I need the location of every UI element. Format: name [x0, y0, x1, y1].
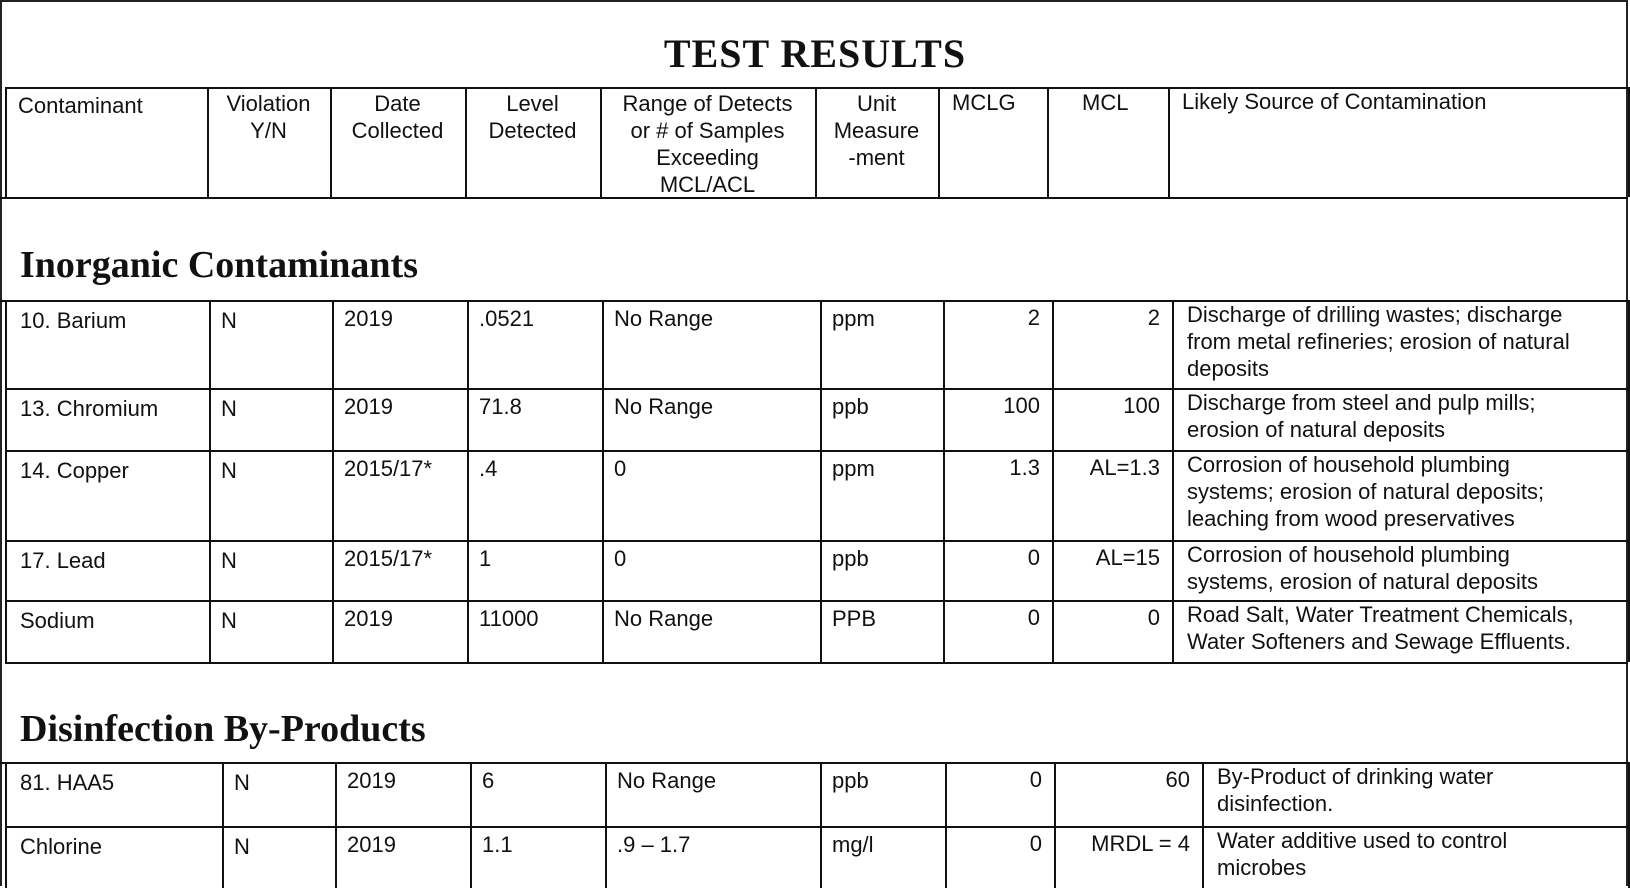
- inorganic-row-source-line: systems, erosion of natural deposits: [1187, 569, 1538, 594]
- inorganic-row-unit: ppb: [832, 394, 869, 419]
- inorganic-row-contaminant: Sodium: [20, 608, 95, 633]
- inorganic-row-source: [1187, 451, 1544, 532]
- header-range-of-detects: [600, 90, 815, 198]
- header-level-detected-line: Detected: [488, 118, 577, 143]
- header-range-of-detects-line: Exceeding: [656, 145, 759, 170]
- inorganic-row-contaminant: 17. Lead: [20, 548, 106, 573]
- disinfection-row-source-line: Water additive used to control: [1217, 828, 1508, 853]
- inorganic-row-level: 1: [479, 546, 492, 571]
- header-range-of-detects-line: Range of Detects: [622, 91, 793, 116]
- disinfection-row-range: .9 – 1.7: [617, 832, 691, 857]
- inorganic-row-source: [1187, 541, 1538, 595]
- inorganic-row-range: 0: [614, 456, 627, 481]
- inorganic-row-level: .0521: [479, 306, 535, 331]
- disinfection-row-mcl: 60: [1165, 767, 1190, 792]
- disinfection-row-source-line: microbes: [1217, 855, 1307, 880]
- inorganic-row-range: 0: [614, 546, 627, 571]
- column-divider: [222, 762, 224, 888]
- inorganic-row-date: 2019: [344, 606, 393, 631]
- header-mcl: MCL: [1082, 90, 1129, 115]
- column-divider: [820, 762, 822, 888]
- inorganic-row-violation: N: [221, 458, 237, 483]
- disinfection-row-level: 1.1: [482, 832, 513, 857]
- inorganic-row-range: No Range: [614, 306, 714, 331]
- inorganic-row-range: No Range: [614, 606, 714, 631]
- disinfection-row-mcl: MRDL = 4: [1091, 831, 1190, 856]
- header-date-collected-line: Collected: [351, 118, 444, 143]
- header-unit-measurement-line: Measure: [833, 118, 920, 143]
- disinfection-row-violation: N: [234, 770, 250, 795]
- disinfection-row-range: No Range: [617, 768, 717, 793]
- inorganic-row-source-line: from metal refineries; erosion of natural: [1187, 329, 1570, 354]
- inorganic-row-source-line: leaching from wood preservatives: [1187, 506, 1515, 531]
- inorganic-row-mclg: 0: [1027, 545, 1040, 570]
- inorganic-row-source: [1187, 601, 1574, 655]
- column-divider: [1202, 762, 1204, 888]
- column-divider: [1172, 300, 1174, 662]
- inorganic-row-mcl: AL=15: [1095, 545, 1160, 570]
- inorganic-row-unit: ppm: [832, 456, 875, 481]
- section-title-disinfection: Disinfection By-Products: [20, 708, 426, 750]
- column-divider: [332, 300, 334, 662]
- inorganic-row-violation: N: [221, 548, 237, 573]
- inorganic-row-mclg: 0: [1027, 605, 1040, 630]
- header-unit-measurement-line: Unit: [856, 91, 897, 116]
- disinfection-row-mclg: 0: [1029, 831, 1042, 856]
- column-divider: [938, 87, 940, 197]
- row-divider: [5, 662, 1628, 664]
- inorganic-row-contaminant: 10. Barium: [20, 308, 127, 333]
- header-contaminant: Contaminant: [18, 93, 143, 118]
- header-date-collected: [330, 90, 465, 144]
- inorganic-row-source-line: Corrosion of household plumbing: [1187, 452, 1510, 477]
- disinfection-row-source-line: disinfection.: [1217, 791, 1334, 816]
- inorganic-row-date: 2019: [344, 394, 393, 419]
- column-divider: [1168, 87, 1170, 197]
- column-divider: [1052, 300, 1054, 662]
- column-divider: [1047, 87, 1049, 197]
- disinfection-row-violation: N: [234, 834, 250, 859]
- header-range-of-detects-line: MCL/ACL: [659, 172, 756, 197]
- inorganic-row-mclg: 2: [1027, 305, 1040, 330]
- disinfection-row-mclg: 0: [1029, 767, 1042, 792]
- column-divider: [467, 300, 469, 662]
- header-violation-line: Violation: [226, 91, 311, 116]
- inorganic-row-violation: N: [221, 608, 237, 633]
- column-divider: [470, 762, 472, 888]
- inorganic-row-mclg: 1.3: [1009, 455, 1040, 480]
- disinfection-row-source: [1217, 763, 1493, 817]
- disinfection-row-contaminant: 81. HAA5: [20, 770, 115, 795]
- header-violation: [207, 90, 330, 144]
- inorganic-row-unit: PPB: [832, 606, 877, 631]
- inorganic-row-source-line: Road Salt, Water Treatment Chemicals,: [1187, 602, 1574, 627]
- inorganic-row-source-line: Discharge from steel and pulp mills;: [1187, 390, 1536, 415]
- inorganic-row-range: No Range: [614, 394, 714, 419]
- inorganic-row-level: .4: [479, 456, 498, 481]
- inorganic-row-contaminant: 14. Copper: [20, 458, 129, 483]
- inorganic-row-source-line: Discharge of drilling wastes; discharge: [1187, 302, 1563, 327]
- header-range-of-detects-line: or # of Samples: [630, 118, 785, 143]
- section-title-inorganic: Inorganic Contaminants: [20, 244, 418, 286]
- disinfection-row-source-line: By-Product of drinking water: [1217, 764, 1494, 789]
- header-level-detected-line: Level: [506, 91, 559, 116]
- inorganic-row-level: 71.8: [479, 394, 522, 419]
- column-divider: [209, 300, 211, 662]
- column-divider: [945, 762, 947, 888]
- column-divider: [1054, 762, 1056, 888]
- inorganic-row-source-line: Corrosion of household plumbing: [1187, 542, 1510, 567]
- inorganic-row-date: 2019: [344, 306, 393, 331]
- inorganic-row-mclg: 100: [1003, 393, 1040, 418]
- page-title: TEST RESULTS: [663, 31, 967, 76]
- disinfection-row-level: 6: [482, 768, 495, 793]
- header-unit-measurement: [815, 90, 938, 171]
- inorganic-row-level: 11000: [479, 606, 539, 631]
- inorganic-row-unit: ppm: [832, 306, 875, 331]
- inorganic-row-unit: ppb: [832, 546, 869, 571]
- inorganic-row-violation: N: [221, 308, 237, 333]
- inorganic-row-mcl: 0: [1147, 605, 1160, 630]
- header-mclg: MCLG: [952, 90, 1016, 115]
- header-level-detected: [465, 90, 600, 144]
- column-divider: [605, 762, 607, 888]
- column-divider: [5, 87, 7, 197]
- disinfection-row-date: 2019: [347, 832, 396, 857]
- column-divider: [820, 300, 822, 662]
- inorganic-row-source: [1187, 389, 1535, 443]
- header-likely-source: Likely Source of Contamination: [1182, 89, 1487, 114]
- header-unit-measurement-line: -ment: [848, 145, 905, 170]
- column-divider: [335, 762, 337, 888]
- column-divider: [602, 300, 604, 662]
- disinfection-row-source: [1217, 827, 1507, 881]
- header-violation-line: Y/N: [250, 118, 287, 143]
- column-divider: [943, 300, 945, 662]
- inorganic-row-mcl: 2: [1147, 305, 1160, 330]
- inorganic-row-contaminant: 13. Chromium: [20, 396, 159, 421]
- inorganic-row-source: [1187, 301, 1570, 382]
- disinfection-row-date: 2019: [347, 768, 396, 793]
- header-date-collected-line: Date: [374, 91, 421, 116]
- inorganic-row-source-line: deposits: [1187, 356, 1269, 381]
- inorganic-row-mcl: 100: [1123, 393, 1160, 418]
- column-divider: [5, 762, 7, 888]
- disinfection-row-contaminant: Chlorine: [20, 834, 102, 859]
- disinfection-row-unit: mg/l: [832, 832, 874, 857]
- inorganic-row-violation: N: [221, 396, 237, 421]
- disinfection-row-unit: ppb: [832, 768, 869, 793]
- inorganic-row-date: 2015/17*: [344, 456, 433, 481]
- inorganic-row-source-line: systems; erosion of natural deposits;: [1187, 479, 1545, 504]
- column-divider: [5, 300, 7, 662]
- inorganic-row-source-line: erosion of natural deposits: [1187, 417, 1446, 442]
- inorganic-row-source-line: Water Softeners and Sewage Effluents.: [1187, 629, 1572, 654]
- inorganic-row-date: 2015/17*: [344, 546, 433, 571]
- inorganic-row-mcl: AL=1.3: [1089, 455, 1160, 480]
